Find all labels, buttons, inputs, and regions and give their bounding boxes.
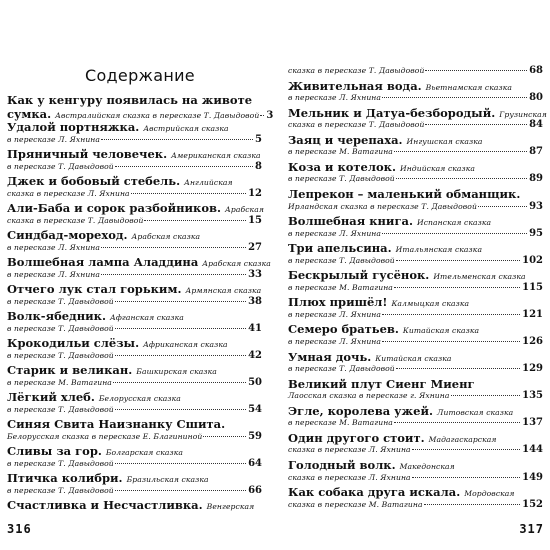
page-reference: 27 [248,241,262,253]
page-reference: 41 [248,322,262,334]
story-source: Армянская сказка [185,286,262,295]
story-title: Али-Баба и сорок разбойников. [7,201,222,215]
story-source: Китайская сказка [375,353,452,363]
contents-line [7,120,262,134]
dot-leader [394,286,520,288]
page-reference: 121 [522,308,543,320]
story-source: в пересказе Л. Яхнина [288,228,382,238]
story-title: Как у кенгуру появилась на животе [7,93,253,107]
page-reference: 38 [248,295,262,307]
story-source: Грузинская [499,109,547,119]
page-reference: 126 [522,336,543,347]
story-title: Пряничный человечек. [7,147,168,161]
story-title: Мельник и Датуа-безбородый. [288,105,496,120]
story-title: Голодный волк. [288,457,396,472]
story-title: Три апельсина. [288,241,392,256]
story-source: в пересказе Т. Давыдовой [288,364,395,374]
contents-line [288,309,543,320]
story-source: сказка в пересказе Л. Яхнина [288,472,411,482]
page-reference: 84 [529,119,543,131]
story-title: Живительная вода. [288,78,422,93]
story-source: Английская [184,178,233,187]
dot-leader [101,138,253,140]
contents-line [7,404,262,415]
contents-line [7,363,262,377]
dot-leader [115,354,246,356]
story-title: Джек и бобовый стебель. [7,174,181,188]
contents-line [7,282,262,296]
contents-line [288,472,543,483]
story-title: Волк-ябедник. [7,309,106,323]
dot-leader [101,246,246,248]
story-source: Австрийская сказка [143,124,229,133]
page-reference: 149 [522,471,543,483]
page-reference: 137 [522,417,543,429]
dot-leader [203,435,246,437]
contents-line [7,269,262,280]
contents-line [288,255,543,266]
story-source: Македонская [399,461,455,471]
story-title: Великий плут Сиенг Миенг [288,376,475,391]
contents-line [7,309,262,323]
contents-line [288,187,543,201]
story-source: Австралийская сказка в пересказе Т. Давыдовой [55,110,260,120]
page-reference: 144 [522,444,543,456]
dot-leader [260,114,264,116]
story-source: в пересказе Т. Давыдовой [7,458,114,468]
story-source: Литовская сказка [437,407,514,417]
contents-line [7,458,262,469]
contents-line [288,133,543,147]
story-source: сказка в пересказе Т. Давыдовой [288,120,425,130]
contents-line [288,119,543,130]
story-title: Синдбад-мореход. [7,228,128,242]
contents-line [7,485,262,496]
contents-line [288,228,543,239]
contents-line [288,173,543,184]
story-source: в пересказе Т. Давыдовой [7,350,114,360]
page-number-right: 317 [519,522,544,536]
dot-leader [115,300,246,302]
contents-line [288,322,543,336]
story-source: в пересказе Т. Давыдовой [7,296,114,306]
contents-line [288,92,543,103]
contents-line [288,160,543,174]
contents-line [288,241,543,255]
story-title: Бескрылый гусёнок. [288,268,430,283]
story-source: в пересказе Л. Яхнина [288,309,382,319]
story-source: в пересказе Т. Давыдовой [288,174,395,184]
page-reference: 95 [529,227,543,239]
story-title: Лёгкий хлеб. [7,390,95,404]
contents-line [7,201,262,215]
story-source: Башкирская сказка [136,367,217,376]
page-reference: 102 [522,254,543,266]
story-source: Венгерская [206,502,255,511]
contents-line [7,350,262,361]
story-source: Афганская сказка [109,313,184,322]
story-title: Один другого стоит. [288,430,425,445]
contents-line [288,146,543,157]
contents-line [288,65,543,76]
contents-line [288,417,543,428]
story-source: Арабская [225,205,264,214]
dot-leader [394,421,520,423]
story-source: Американская сказка [171,151,261,160]
dot-leader [396,259,520,261]
story-title: Отчего лук стал горьким. [7,282,182,296]
contents-line [7,296,262,307]
page-reference: 135 [522,390,543,402]
story-source: Калмыцкая сказка [391,299,470,309]
contents-line [7,93,262,107]
story-source: Африканская сказка [143,340,228,349]
contents-line [288,79,543,93]
story-title: Синяя Свита Наизнанку Сшита. [7,417,226,431]
story-source: в пересказе Л. Яхнина [288,337,382,346]
contents-line [288,444,543,455]
story-source: сказка в пересказе Л. Яхнина [7,188,130,198]
story-title: Коза и котелок. [288,159,396,174]
dot-leader [382,340,520,342]
story-source: в пересказе Т. Давыдовой [7,404,114,414]
contents-line [288,336,543,347]
contents-line [7,417,262,431]
story-source: в пересказе Т. Давыдовой [7,323,114,333]
story-source: в пересказе Л. Яхнина [288,93,382,103]
page-reference: 68 [529,65,543,76]
dot-leader [101,273,246,275]
story-title: Птичка колибри. [7,471,123,485]
dot-leader [424,503,521,505]
dot-leader [396,177,527,179]
page-reference: 89 [529,173,543,185]
dot-leader [382,313,520,315]
story-source: в пересказе Т. Давыдовой [7,485,114,495]
contents-line [288,201,543,212]
page-reference: 93 [529,200,543,212]
page-reference: 3 [266,109,274,121]
story-source: в пересказе Л. Яхнина [7,242,101,252]
contents-line [7,471,262,485]
contents-line [288,350,543,364]
story-title: Заяц и черепаха. [288,132,403,147]
story-title: Лепрекон – маленький обманщик. [288,186,521,201]
story-source: Испанская сказка [416,218,492,228]
dot-leader [425,69,527,71]
contents-line [288,390,543,401]
dot-leader [115,165,253,167]
story-source: Китайская сказка [402,326,480,336]
contents-line [7,188,262,199]
contents-line [288,363,543,374]
page-reference: 12 [248,187,262,199]
dot-leader [412,476,520,478]
story-title: Сливы за гор. [7,444,102,458]
contents-line [7,106,274,121]
contents-line [7,255,271,269]
dot-leader [396,367,520,369]
story-source: Арабская сказка [131,232,201,241]
story-source: в пересказе Т. Давыдовой [288,255,395,265]
contents-line [288,377,543,391]
dot-leader [478,205,527,207]
story-source: Мадагаскарская [428,434,497,444]
contents-line [288,295,543,309]
story-source: Болгарская сказка [105,448,184,457]
story-source: сказка в пересказе М. Ватагина [288,499,423,509]
contents-line [7,174,262,188]
contents-line [7,147,262,161]
story-title: Старик и великан. [7,363,133,377]
page-reference: 50 [248,376,262,388]
dot-leader [394,150,527,152]
contents-line [7,215,262,226]
contents-line [7,377,262,388]
story-source: Лаосская сказка в пересказе г. Яхнина [288,391,450,401]
contents-line [7,242,262,253]
contents-line [7,161,262,172]
contents-heading: Содержание [85,66,195,85]
page-reference: 8 [255,160,262,172]
page-reference: 59 [248,430,262,442]
dot-leader [451,394,521,396]
story-source: в пересказе М. Ватагина [288,282,393,292]
page-reference: 87 [529,146,543,158]
story-source: Итальянская сказка [395,245,483,255]
contents-line [7,431,262,442]
page-number-left: 316 [7,522,32,536]
contents-line [7,323,262,334]
page-reference: 5 [255,133,262,145]
story-source: в пересказе М. Ватагина [7,377,112,387]
dot-leader [382,232,527,234]
story-source: Ительменская сказка [433,272,526,282]
contents-line [288,214,543,228]
story-title: Волшебная книга. [288,214,413,229]
story-source: Индийская сказка [399,163,476,173]
contents-line [7,134,262,145]
story-title: Волшебная лампа Аладдина [7,255,199,269]
story-source: Вьетнамская сказка [425,82,512,92]
story-source: Белорусская сказка в пересказе Е. Благининой [7,431,203,441]
story-source: в пересказе М. Ватагина [288,147,393,157]
story-source: сказка в пересказе Т. Давыдовой [7,215,144,225]
dot-leader [382,96,527,98]
story-source: в пересказе Л. Яхнина [7,134,101,144]
contents-line [288,499,543,510]
contents-line [7,444,262,458]
page-reference: 33 [248,268,262,280]
page-reference: 42 [248,349,262,361]
dot-leader [412,448,520,450]
story-source: Арабская сказка [202,259,271,268]
story-title: Плюх пришёл! [288,295,388,310]
story-title: Умная дочь. [288,349,372,364]
story-title: Семеро братьев. [288,322,399,337]
story-title: Крокодильи слёзы. [7,336,140,350]
contents-line [288,431,543,445]
story-source: в пересказе Л. Яхнина [7,269,101,279]
dot-leader [113,381,246,383]
page-reference: 129 [522,363,543,375]
story-title: Удалой портняжка. [7,120,140,134]
contents-line [288,105,547,120]
page-reference: 115 [522,281,543,293]
page-reference: 80 [529,92,543,104]
contents-line [288,485,543,499]
story-title: Счастливка и Несчастливка. [7,498,203,512]
story-source: в пересказе М. Ватагина [288,418,393,428]
story-title: сумка. [7,106,52,121]
story-title: Как собака друга искала. [288,485,461,500]
contents-line [7,228,262,242]
contents-line [7,336,262,350]
dot-leader [115,489,246,491]
story-title: Эгле, королева ужей. [288,403,434,418]
page-reference: 64 [248,457,262,469]
dot-leader [425,123,527,125]
page-reference: 15 [248,214,262,226]
story-source: Ингушская сказка [406,136,483,146]
story-source: сказка в пересказе Т. Давыдовой [288,66,425,75]
story-source: сказка в пересказе Л. Яхнина [288,445,411,455]
dot-leader [131,192,246,194]
contents-line [7,390,262,404]
story-source: в пересказе Т. Давыдовой [7,161,114,171]
page-reference: 66 [248,484,262,496]
dot-leader [115,327,246,329]
page-reference: 54 [248,403,262,415]
story-source: Бразильская сказка [126,475,209,484]
story-source: Мордовская [464,489,515,499]
contents-line [288,282,543,293]
dot-leader [144,219,246,221]
dot-leader [115,462,246,464]
page-reference: 152 [522,498,543,510]
contents-line [288,404,543,418]
contents-line [288,268,543,282]
contents-line [288,458,543,472]
contents-line [7,498,262,512]
story-source: Ирландская сказка в пересказе Т. Давыдовой [288,201,477,211]
story-source: Белорусская сказка [98,394,181,403]
dot-leader [115,408,246,410]
